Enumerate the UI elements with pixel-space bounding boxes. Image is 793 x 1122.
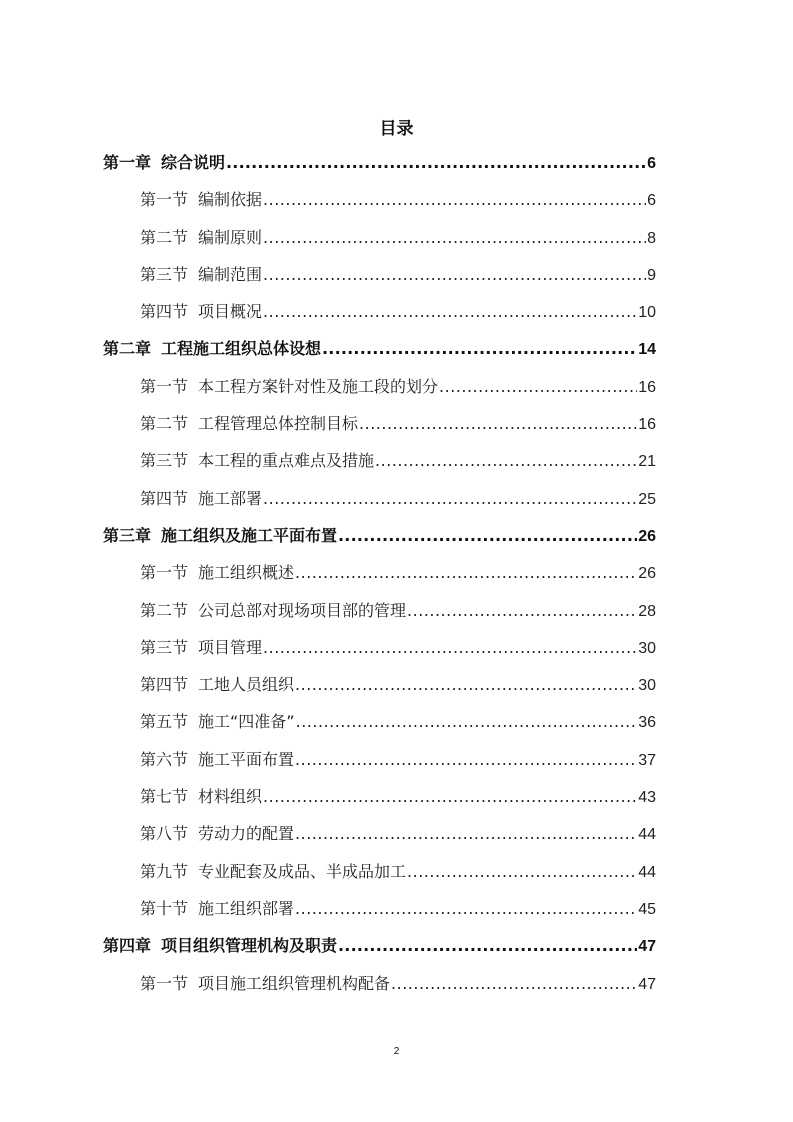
- toc-entry-label: [140, 709, 295, 735]
- toc-page-number: 45: [638, 900, 656, 918]
- toc-entry-label: [140, 859, 406, 885]
- toc-entry-text: 材料组织: [198, 787, 263, 807]
- toc-title: 目录: [379, 119, 414, 139]
- toc-page-number: 44: [638, 826, 656, 844]
- dot-leader: [263, 486, 637, 512]
- dot-leader: [407, 859, 637, 885]
- dot-leader: [295, 560, 637, 586]
- toc-entry-label: [140, 635, 262, 661]
- toc-section-entry[interactable]: [103, 821, 656, 858]
- toc-entry-text: 工地人员组织: [198, 675, 295, 695]
- toc-page-number: 6: [647, 155, 656, 172]
- toc-page-number: 14: [638, 341, 656, 359]
- toc-section-entry[interactable]: [103, 225, 656, 262]
- dot-leader: [391, 971, 637, 997]
- toc-page-number: 8: [647, 229, 656, 247]
- toc-entry-text: 劳动力的配置: [198, 824, 295, 844]
- dot-leader: [338, 933, 637, 959]
- toc-entry-number: 第二节: [140, 414, 189, 434]
- toc-entry-label: [140, 411, 358, 437]
- toc-entry-number: 第三节: [140, 637, 189, 657]
- dot-leader: [295, 747, 637, 773]
- toc-section-entry[interactable]: [103, 598, 656, 635]
- toc-entry-label: [140, 448, 374, 474]
- dot-leader: [322, 336, 637, 362]
- toc-entry-text: 专业配套及成品、半成品加工: [198, 861, 407, 881]
- toc-section-entry[interactable]: [103, 374, 656, 411]
- toc-entry-text: 本工程的重点难点及措施: [198, 451, 375, 471]
- toc-entry-number: 第四节: [140, 488, 189, 508]
- toc-entry-number: 第四章: [103, 936, 152, 956]
- toc-entry-label: [140, 896, 294, 922]
- toc-page-number: 28: [638, 602, 656, 620]
- toc-page-number: 16: [638, 416, 656, 434]
- toc-entry-number: 第七节: [140, 787, 189, 807]
- dot-leader: [263, 784, 637, 810]
- toc-page-number: 10: [638, 304, 656, 322]
- toc-entry-number: 第一节: [140, 973, 189, 993]
- toc-entry-label: [140, 299, 262, 325]
- toc-entry-label: [103, 150, 225, 176]
- toc-entry-number: 第四节: [140, 675, 189, 695]
- toc-section-entry[interactable]: [103, 448, 656, 485]
- toc-entry-text: 项目组织管理机构及职责: [161, 936, 338, 956]
- toc-entry-text: 施工平面布置: [198, 749, 295, 769]
- toc-entry-text: 综合说明: [161, 153, 226, 172]
- toc-entry-number: 第一节: [140, 190, 189, 210]
- dot-leader: [263, 299, 637, 325]
- toc-entry-text: 工程施工组织总体设想: [161, 339, 322, 359]
- dot-leader: [338, 523, 637, 549]
- toc-entry-text: 公司总部对现场项目部的管理: [198, 600, 407, 620]
- toc-entry-label: [103, 933, 337, 959]
- toc-page-number: 47: [638, 938, 656, 956]
- toc-section-entry[interactable]: [103, 560, 656, 597]
- toc-page-number: 30: [638, 639, 656, 657]
- toc-entry-label: [140, 784, 262, 810]
- toc-entry-label: [140, 598, 406, 624]
- toc-entry-text: 编制范围: [198, 264, 263, 284]
- toc-page-number: 26: [638, 527, 656, 545]
- toc-page-number: 36: [638, 714, 656, 732]
- dot-leader: [263, 187, 646, 213]
- toc-entry-number: 第二节: [140, 600, 189, 620]
- dot-leader: [407, 598, 637, 624]
- toc-entry-text: 施工组织部署: [198, 898, 295, 918]
- toc-entry-text: 本工程方案针对性及施工段的划分: [198, 376, 439, 396]
- toc-page-number: 26: [638, 565, 656, 583]
- toc-entry-label: [140, 187, 262, 213]
- toc-entry-text: 编制依据: [198, 190, 263, 210]
- toc-section-entry[interactable]: [103, 784, 656, 821]
- toc-chapter-entry[interactable]: [103, 523, 656, 560]
- toc-entry-text: 施工组织及施工平面布置: [161, 525, 338, 545]
- toc-section-entry[interactable]: [103, 262, 656, 299]
- toc-section-entry[interactable]: [103, 709, 656, 746]
- toc-page-number: 16: [638, 378, 656, 396]
- toc-entry-label: [140, 747, 294, 773]
- toc-entry-number: 第四节: [140, 302, 189, 322]
- toc-section-entry[interactable]: [103, 859, 656, 896]
- toc-entry-number: 第一节: [140, 376, 189, 396]
- toc-entry-text: 施工组织概述: [198, 563, 295, 583]
- toc-entry-label: [103, 523, 337, 549]
- toc-section-entry[interactable]: [103, 187, 656, 224]
- toc-entry-text: 项目施工组织管理机构配备: [198, 973, 391, 993]
- toc-entry-label: [140, 486, 262, 512]
- toc-section-entry[interactable]: [103, 635, 656, 672]
- toc-section-entry[interactable]: [103, 971, 656, 1008]
- toc-entry-number: 第三节: [140, 451, 189, 471]
- dot-leader: [375, 448, 637, 474]
- toc-entry-text: 项目管理: [198, 637, 263, 657]
- dot-leader: [296, 709, 638, 735]
- dot-leader: [439, 374, 637, 400]
- dot-leader: [359, 411, 637, 437]
- toc-chapter-entry[interactable]: [103, 150, 656, 187]
- toc-page-number: 44: [638, 863, 656, 881]
- toc-entry-number: 第三节: [140, 264, 189, 284]
- toc-entry-text: 施工“四准备”: [198, 712, 295, 732]
- toc-entry-label: [140, 821, 294, 847]
- toc-page-number: 43: [638, 789, 656, 807]
- table-of-contents: [103, 150, 656, 1008]
- toc-page-number: 21: [638, 453, 656, 471]
- toc-entry-text: 施工部署: [198, 488, 263, 508]
- dot-leader: [263, 225, 646, 251]
- toc-section-entry[interactable]: [103, 672, 656, 709]
- toc-entry-number: 第九节: [140, 861, 189, 881]
- toc-entry-number: 第二章: [103, 339, 152, 359]
- dot-leader: [295, 672, 637, 698]
- toc-entry-label: [140, 971, 390, 997]
- dot-leader: [295, 821, 637, 847]
- toc-section-entry[interactable]: [103, 896, 656, 933]
- toc-entry-number: 第二节: [140, 227, 189, 247]
- toc-entry-number: 第三章: [103, 525, 152, 545]
- toc-entry-label: [140, 374, 438, 400]
- toc-chapter-entry[interactable]: [103, 933, 656, 970]
- toc-page-number: 30: [638, 677, 656, 695]
- toc-page-number: 37: [638, 751, 656, 769]
- toc-entry-number: 第六节: [140, 749, 189, 769]
- toc-entry-text: 编制原则: [198, 227, 263, 247]
- toc-entry-number: 第八节: [140, 824, 189, 844]
- toc-entry-label: [140, 560, 294, 586]
- toc-section-entry[interactable]: [103, 411, 656, 448]
- toc-section-entry[interactable]: [103, 299, 656, 336]
- toc-entry-number: 第一节: [140, 563, 189, 583]
- toc-page-number: 9: [647, 266, 656, 284]
- toc-entry-label: [140, 225, 262, 251]
- toc-section-entry[interactable]: [103, 747, 656, 784]
- dot-leader: [263, 635, 637, 661]
- toc-entry-label: [103, 336, 321, 362]
- toc-page-number: 47: [638, 975, 656, 993]
- toc-entry-number: 第十节: [140, 898, 189, 918]
- toc-entry-number: 第一章: [103, 153, 152, 172]
- toc-page-number: 6: [647, 192, 656, 210]
- toc-entry-label: [140, 262, 262, 288]
- toc-page-number: 25: [638, 490, 656, 508]
- toc-section-entry[interactable]: [103, 486, 656, 523]
- dot-leader: [263, 262, 646, 288]
- toc-entry-text: 工程管理总体控制目标: [198, 414, 359, 434]
- dot-leader: [295, 896, 637, 922]
- toc-entry-text: 项目概况: [198, 302, 263, 322]
- page-number: 2: [393, 1046, 400, 1057]
- toc-entry-number: 第五节: [140, 712, 189, 732]
- toc-entry-label: [140, 672, 294, 698]
- dot-leader: [226, 150, 646, 176]
- toc-chapter-entry[interactable]: [103, 336, 656, 373]
